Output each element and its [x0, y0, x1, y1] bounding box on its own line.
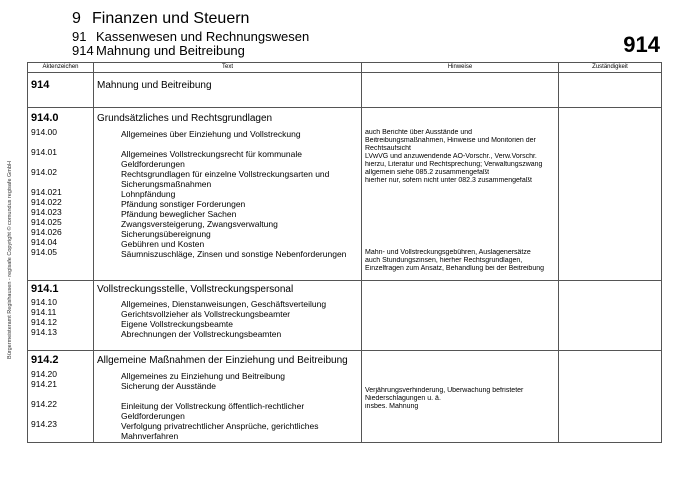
column-header-zustaendigkeit: Zuständigkeit — [559, 63, 662, 73]
item-code — [31, 177, 93, 187]
main-title: Mahnung und Beitreibung — [94, 73, 362, 108]
hint-line: auch Berichte über Ausstände und — [365, 129, 473, 136]
section-codes — [28, 108, 94, 281]
hint-line: Beitreibungsmaßnahmen, Hinweise und Monitorien der — [365, 137, 536, 144]
item-code — [31, 389, 93, 399]
hint-line: LVwVG und anzuwendende AO-Vorschr., Verw.Vorschr. — [365, 153, 537, 160]
item-text: Geldforderungen — [121, 411, 185, 421]
hint-line — [365, 185, 558, 193]
item-text-list — [97, 371, 361, 441]
header-line-1 — [72, 10, 249, 28]
item-code: 914.02 — [31, 167, 57, 177]
header-line-3-title: Mahnung und Beitreibung — [96, 43, 245, 58]
item-text: Gerichtsvollzieher als Vollstreckungsbeamter — [121, 309, 291, 319]
header-line-1-number: 9 — [72, 10, 81, 27]
item-text: Zwangsversteigerung, Zwangsverwaltung — [121, 219, 278, 229]
header-line-2-number: 91 — [72, 29, 87, 44]
item-text: Sicherungsübereignung — [121, 229, 211, 239]
section-codes — [28, 351, 94, 443]
item-text: Eigene Vollstreckungsbeamte — [121, 319, 233, 329]
item-code: 914.10 — [31, 297, 57, 307]
item-text: Allgemeines Vollstreckungsrecht für kommunale — [121, 149, 302, 159]
table-header-row — [28, 63, 662, 73]
item-text: Verfolgung privatrechtlicher Ansprüche, gerichtliches — [121, 421, 319, 431]
item-code: 914.20 — [31, 369, 57, 379]
item-text: Allgemeines über Einziehung und Vollstreckung — [121, 129, 301, 139]
item-code-list — [31, 369, 93, 439]
item-text: Abrechnungen der Vollstreckungsbeamten — [121, 329, 282, 339]
hint-line — [365, 371, 558, 379]
hint-line — [365, 193, 558, 201]
item-code: 914.05 — [31, 247, 57, 257]
item-text: Mahnverfahren — [121, 431, 179, 441]
hint-line: hierher nur, sofern nicht unter 082.3 zusammengefaßt — [365, 177, 532, 184]
item-code: 914.01 — [31, 147, 57, 157]
item-code: 914.021 — [31, 187, 62, 197]
column-header-text: Text — [94, 63, 362, 73]
item-code-list — [31, 127, 93, 257]
main-row — [28, 73, 662, 108]
item-code: 914.12 — [31, 317, 57, 327]
hint-line — [365, 379, 558, 387]
item-text: Einleitung der Vollstreckung öffentlich-rechtlicher — [121, 401, 305, 411]
hint-line: Einzelfragen zum Ansatz, Behandlung bei der Beitreibung — [365, 265, 545, 272]
header-line-1-title: Finanzen und Steuern — [92, 10, 250, 27]
section-hints — [362, 351, 559, 443]
item-text: Säumniszuschläge, Zinsen und sonstige Nebenforderungen — [121, 249, 347, 259]
item-text: Lohnpfändung — [121, 189, 176, 199]
section-codes — [28, 281, 94, 351]
hint-line: insbes. Mahnung — [365, 403, 419, 410]
side-note-text: Bürgermeisteramt Regishausen - regisafe Copyright © comundus regisafe GmbH — [7, 161, 13, 359]
item-code-list — [31, 297, 93, 337]
item-code: 914.026 — [31, 227, 62, 237]
main-code: 914 — [28, 73, 94, 108]
item-text: Pfändung beweglicher Sachen — [121, 209, 237, 219]
register-table — [27, 62, 662, 443]
hint-line — [365, 217, 558, 225]
item-code — [31, 137, 93, 147]
item-code: 914.21 — [31, 379, 57, 389]
section-code: 914.1 — [31, 283, 59, 295]
hint-line: allgemein siehe 085.2 zusammengefaßt — [365, 169, 490, 176]
hint-line — [365, 209, 558, 217]
section-code: 914.0 — [31, 112, 59, 124]
item-code: 914.11 — [31, 307, 57, 317]
section-texts — [94, 351, 362, 443]
side-note — [4, 60, 16, 460]
hint-line: Rechtsaufsicht — [365, 145, 411, 152]
item-text: Allgemeines zu Einziehung und Beitreibung — [121, 371, 285, 381]
hint-line — [365, 233, 558, 241]
item-code: 914.13 — [31, 327, 57, 337]
page-number: 914 — [623, 32, 660, 57]
hint-line: Niederschlagungen u. ä. — [365, 395, 441, 402]
item-code — [31, 409, 93, 419]
hint-line: hierzu, Literatur und Rechtsprechung; Verwaltungszwang — [365, 161, 543, 168]
item-text: Geldforderungen — [121, 159, 185, 169]
item-text: Rechtsgrundlagen für einzelne Vollstreckungsarten und — [121, 169, 330, 179]
hint-line — [365, 225, 558, 233]
column-header-hinweise: Hinweise — [362, 63, 559, 73]
hint-list — [365, 371, 558, 411]
item-text-list — [97, 129, 361, 259]
hint-list — [365, 129, 558, 273]
section-texts — [94, 108, 362, 281]
hint-line — [365, 241, 558, 249]
hint-line: Verjährungsverhinderung, Überwachung befristeter — [365, 387, 524, 394]
item-text: Gebühren und Kosten — [121, 239, 205, 249]
section-row — [28, 351, 662, 443]
hint-line: Mahn- und Vollstreckungsgebühren, Auslagenersätze — [365, 249, 531, 256]
section-code: 914.2 — [31, 354, 59, 366]
section-title: Vollstreckungsstelle, Vollstreckungspersonal — [97, 284, 294, 295]
item-text-list — [97, 299, 361, 339]
item-code: 914.022 — [31, 197, 62, 207]
item-text: Allgemeines, Dienstanweisungen, Geschäftsverteilung — [121, 299, 327, 309]
section-texts — [94, 281, 362, 351]
header-line-3 — [72, 43, 245, 58]
item-code: 914.025 — [31, 217, 62, 227]
hint-line — [365, 201, 558, 209]
item-text — [121, 139, 361, 149]
hint-line: auch Stundungszinsen, hierher Rechtsgrundlagen, — [365, 257, 523, 264]
section-row — [28, 108, 662, 281]
header-line-2-title: Kassenwesen und Rechnungswesen — [96, 29, 310, 44]
item-code — [31, 429, 93, 439]
header-line-3-number: 914 — [72, 43, 94, 58]
section-row — [28, 281, 662, 351]
header-line-2 — [72, 29, 309, 44]
section-title: Grundsätzliches und Rechtsgrundlagen — [97, 113, 273, 124]
item-text — [121, 391, 361, 401]
item-code — [31, 157, 93, 167]
section-title: Allgemeine Maßnahmen der Einziehung und Beitreibung — [97, 355, 348, 366]
item-code: 914.04 — [31, 237, 57, 247]
section-hints — [362, 108, 559, 281]
item-code: 914.22 — [31, 399, 57, 409]
item-text: Sicherung der Ausstände — [121, 381, 216, 391]
column-header-aktenzeichen: Aktenzeichen — [28, 63, 94, 73]
item-code: 914.23 — [31, 419, 57, 429]
item-text: Sicherungsmaßnahmen — [121, 179, 212, 189]
item-text: Pfändung sonstiger Forderungen — [121, 199, 246, 209]
item-code: 914.00 — [31, 127, 57, 137]
item-code: 914.023 — [31, 207, 62, 217]
